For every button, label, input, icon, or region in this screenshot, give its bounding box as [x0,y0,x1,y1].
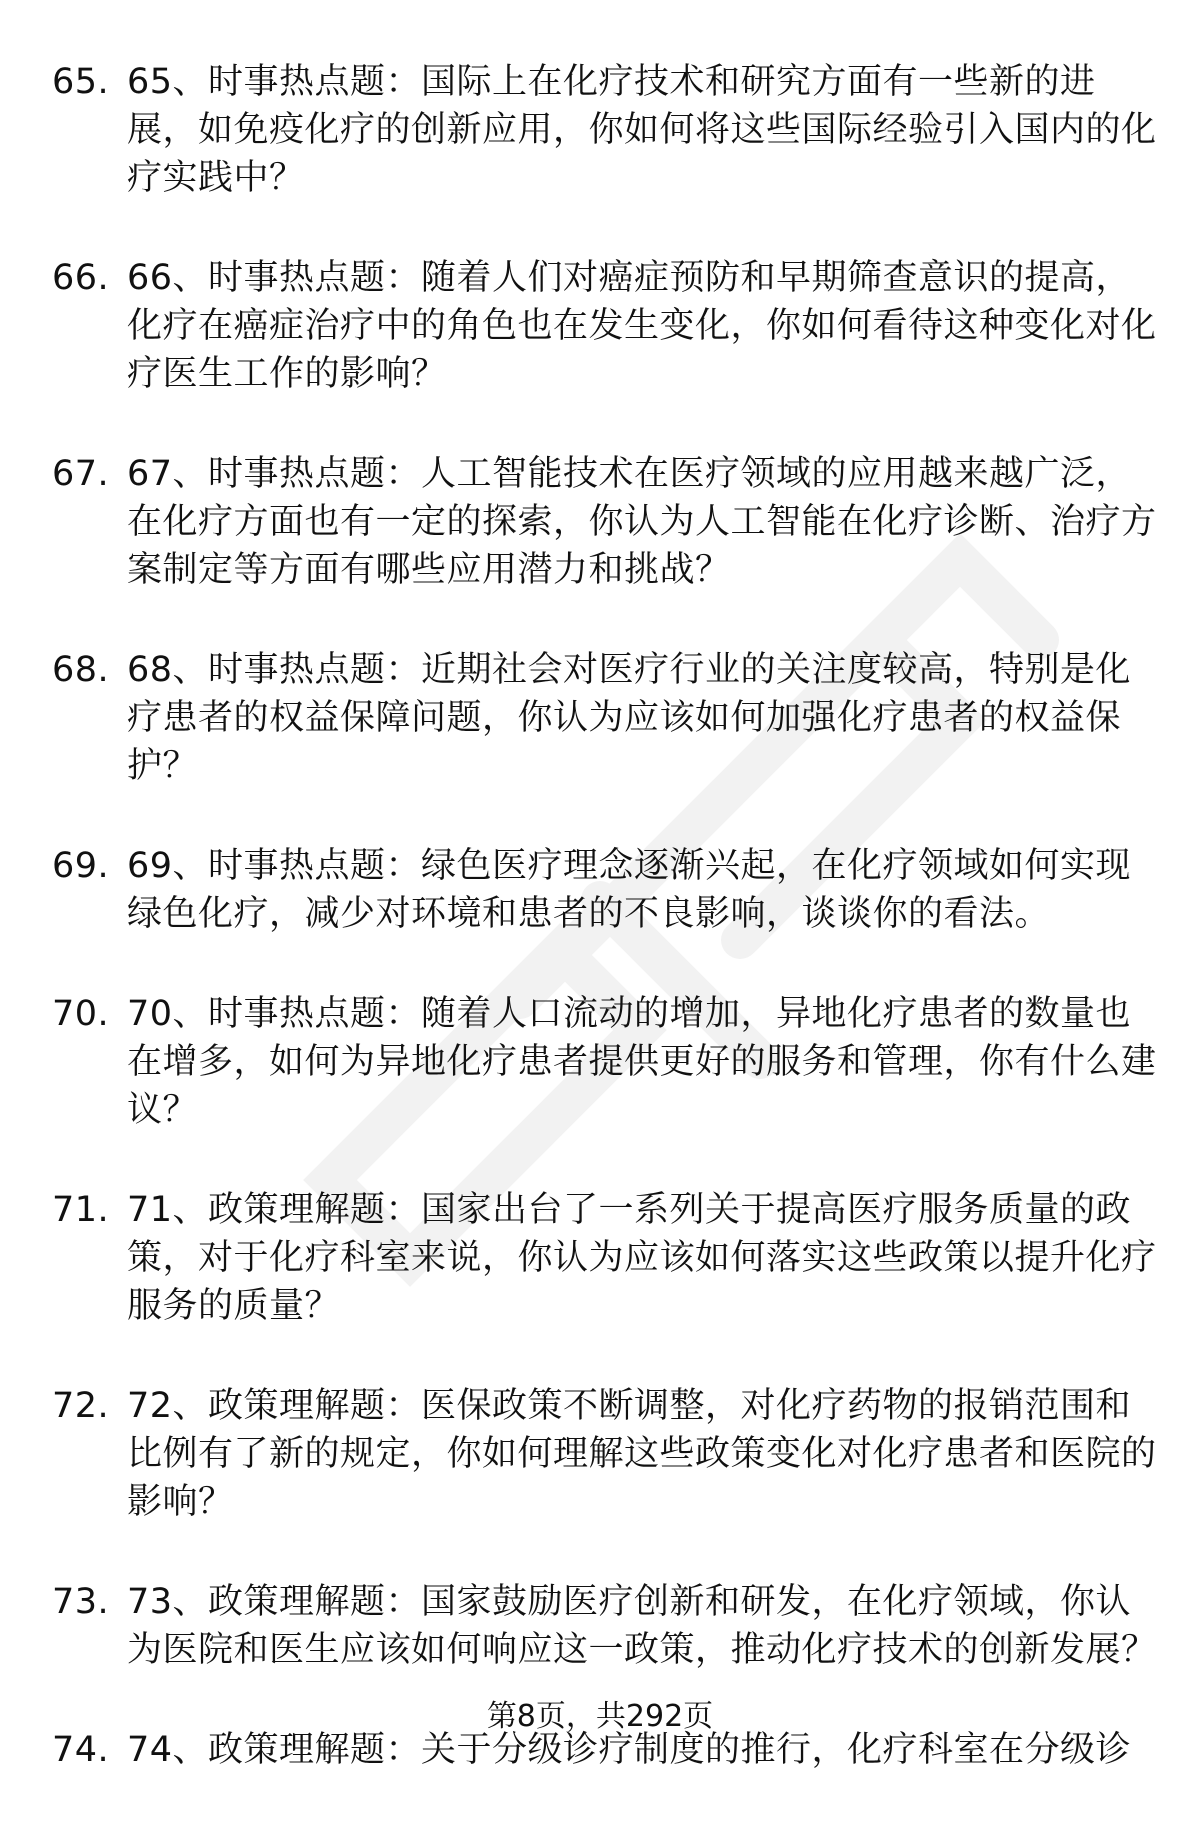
question-number: 68. [52,650,110,690]
question-list [52,58,1162,1826]
question-number: 65. [52,62,110,102]
list-item [52,58,1162,202]
question-number: 73. [52,1582,110,1622]
list-item [52,1382,1162,1526]
list-item [52,1186,1162,1330]
question-text: 67、时事热点题：人工智能技术在医疗领域的应用越来越广泛，在化疗方面也有一定的探索，你认为人工智能在化疗诊断、治疗方案制定等方面有哪些应用潜力和挑战？ [127,454,1157,590]
list-item [52,990,1162,1134]
question-text: 72、政策理解题：医保政策不断调整，对化疗药物的报销范围和比例有了新的规定，你如何理解这些政策变化对化疗患者和医院的影响？ [127,1386,1157,1522]
question-number: 71. [52,1190,110,1230]
question-number: 72. [52,1386,110,1426]
list-item [52,646,1162,790]
question-text: 65、时事热点题：国际上在化疗技术和研究方面有一些新的进展，如免疫化疗的创新应用，你如何将这些国际经验引入国内的化疗实践中？ [127,62,1157,198]
question-number: 66. [52,258,110,298]
question-text: 68、时事热点题：近期社会对医疗行业的关注度较高，特别是化疗患者的权益保障问题，你认为应该如何加强化疗患者的权益保护？ [127,650,1132,786]
question-text: 73、政策理解题：国家鼓励医疗创新和研发，在化疗领域，你认为医院和医生应该如何响应这一政策，推动化疗技术的创新发展？ [127,1582,1157,1670]
list-item [52,1578,1162,1674]
list-item [52,842,1162,938]
question-text: 69、时事热点题：绿色医疗理念逐渐兴起，在化疗领域如何实现绿色化疗，减少对环境和患者的不良影响，谈谈你的看法。 [127,846,1132,934]
list-item [52,450,1162,594]
question-text: 66、时事热点题：随着人们对癌症预防和早期筛查意识的提高，化疗在癌症治疗中的角色也在发生变化，你如何看待这种变化对化疗医生工作的影响？ [127,258,1157,394]
list-item [52,254,1162,398]
question-text: 74、政策理解题：关于分级诊疗制度的推行，化疗科室在分级诊 [127,1730,1132,1770]
question-number: 70. [52,994,110,1034]
question-text: 71、政策理解题：国家出台了一系列关于提高医疗服务质量的政策，对于化疗科室来说，你认为应该如何落实这些政策以提升化疗服务的质量？ [127,1190,1157,1326]
page-footer: 第8页，共292页 [486,1699,714,1734]
question-number: 69. [52,846,110,886]
question-number: 74. [52,1730,110,1770]
question-text: 70、时事热点题：随着人口流动的增加，异地化疗患者的数量也在增多，如何为异地化疗患者提供更好的服务和管理，你有什么建议？ [127,994,1157,1130]
question-number: 67. [52,454,110,494]
